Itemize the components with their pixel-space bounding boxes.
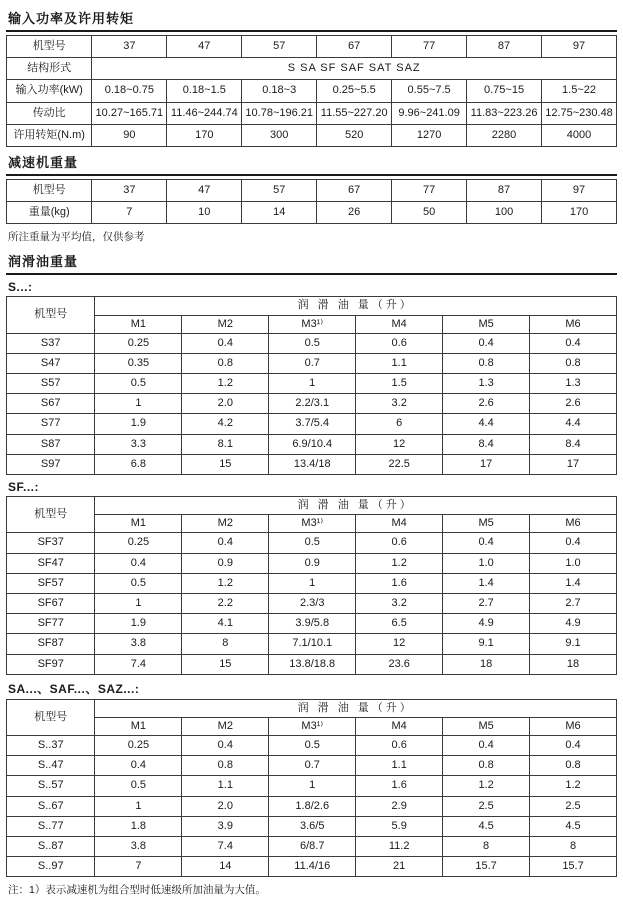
oil-value-cell: 0.5 (95, 573, 182, 593)
oil-value-cell: 1 (95, 796, 182, 816)
value-cell: 77 (392, 179, 467, 201)
oil-value-cell: 3.9/5.8 (269, 614, 356, 634)
table-row (7, 736, 617, 756)
oil-value-cell: 1.0 (443, 553, 530, 573)
oil-value-cell: 1.8 (95, 816, 182, 836)
value-cell: 14 (242, 202, 317, 224)
model-cell: SF97 (7, 654, 95, 674)
oil-value-cell: 6.9/10.4 (269, 434, 356, 454)
oil-level-column-header: M6 (530, 515, 617, 533)
value-cell: 11.46~244.74 (167, 102, 242, 124)
oil-value-cell: 8.4 (443, 434, 530, 454)
value-cell: 87 (467, 36, 542, 58)
model-cell: S..77 (7, 816, 95, 836)
table-row (7, 816, 617, 836)
oil-value-cell: 1.3 (530, 374, 617, 394)
oil-value-cell: 2.3/3 (269, 593, 356, 613)
value-cell: 300 (242, 124, 317, 146)
table-row (7, 202, 617, 224)
table-row (7, 857, 617, 877)
row-label: 输入功率(kW) (7, 80, 92, 102)
oil-value-cell: 0.4 (182, 736, 269, 756)
oil-value-cell: 3.3 (95, 434, 182, 454)
value-cell: 2280 (467, 124, 542, 146)
oil-quantity-header: 润 滑 油 量（升） (95, 699, 617, 717)
table-header-row (7, 497, 617, 515)
oil-value-cell: 0.8 (182, 756, 269, 776)
table-row (7, 333, 617, 353)
table-row (7, 756, 617, 776)
oil-value-cell: 4.4 (530, 414, 617, 434)
oil-level-column-header: M5 (443, 515, 530, 533)
oil-value-cell: 2.2 (182, 593, 269, 613)
oil-value-cell: 0.4 (182, 533, 269, 553)
model-cell: SF87 (7, 634, 95, 654)
value-cell: 87 (467, 179, 542, 201)
oil-value-cell: 15.7 (530, 857, 617, 877)
oil-value-cell: 7.1/10.1 (269, 634, 356, 654)
model-cell: S..67 (7, 796, 95, 816)
oil-value-cell: 17 (530, 454, 617, 474)
oil-value-cell: 13.8/18.8 (269, 654, 356, 674)
value-cell: 47 (167, 179, 242, 201)
oil-value-cell: 1.5 (356, 374, 443, 394)
footnote: 注：1）表示减速机为组合型时低速级所加油量为大值。 (8, 884, 266, 897)
oil-level-column-header: M1 (95, 717, 182, 735)
oil-value-cell: 0.35 (95, 353, 182, 373)
oil-value-cell: 0.4 (95, 756, 182, 776)
oil-value-cell: 0.4 (530, 736, 617, 756)
value-cell: 0.25~5.5 (317, 80, 392, 102)
table-row (7, 414, 617, 434)
oil-quantity-header: 润 滑 油 量（升） (95, 297, 617, 315)
oil-value-cell: 1 (269, 776, 356, 796)
value-cell: 11.83~223.26 (467, 102, 542, 124)
oil-value-cell: 8.1 (182, 434, 269, 454)
oil-level-column-header: M1 (95, 315, 182, 333)
table-subheader-row (7, 717, 617, 735)
oil-value-cell: 4.9 (530, 614, 617, 634)
oil-value-cell: 0.25 (95, 736, 182, 756)
table-row (7, 634, 617, 654)
oil-value-cell: 7.4 (95, 654, 182, 674)
oil-value-cell: 6 (356, 414, 443, 434)
model-cell: SF77 (7, 614, 95, 634)
oil-value-cell: 9.1 (443, 634, 530, 654)
oil-value-cell: 4.5 (530, 816, 617, 836)
oil-value-cell: 7 (95, 857, 182, 877)
value-cell: 97 (542, 36, 617, 58)
table-row (7, 614, 617, 634)
oil-level-column-header: M2 (182, 717, 269, 735)
oil-section-label-s: S...: (8, 280, 33, 295)
oil-value-cell: 2.0 (182, 796, 269, 816)
table-header-row (7, 297, 617, 315)
oil-value-cell: 1.6 (356, 776, 443, 796)
power-torque-table (6, 35, 617, 147)
table-row (7, 454, 617, 474)
model-cell: SF47 (7, 553, 95, 573)
oil-value-cell: 0.5 (95, 776, 182, 796)
oil-value-cell: 4.1 (182, 614, 269, 634)
oil-value-cell: 2.5 (530, 796, 617, 816)
oil-value-cell: 0.8 (530, 353, 617, 373)
oil-level-column-header: M4 (356, 315, 443, 333)
oil-value-cell: 1.2 (182, 374, 269, 394)
model-cell: S67 (7, 394, 95, 414)
value-cell: 520 (317, 124, 392, 146)
model-cell: S57 (7, 374, 95, 394)
table-row (7, 837, 617, 857)
value-cell: 170 (542, 202, 617, 224)
oil-level-column-header: M6 (530, 717, 617, 735)
oil-value-cell: 0.25 (95, 333, 182, 353)
model-cell: S77 (7, 414, 95, 434)
oil-value-cell: 1 (95, 394, 182, 414)
value-cell: 67 (317, 36, 392, 58)
table-row (7, 593, 617, 613)
oil-value-cell: 6.8 (95, 454, 182, 474)
oil-value-cell: 11.2 (356, 837, 443, 857)
table-subheader-row (7, 515, 617, 533)
oil-level-column-header: M1 (95, 515, 182, 533)
value-cell: 0.18~1.5 (167, 80, 242, 102)
oil-value-cell: 0.6 (356, 333, 443, 353)
oil-table-sf (6, 496, 617, 675)
oil-level-column-header: M6 (530, 315, 617, 333)
oil-value-cell: 0.5 (269, 533, 356, 553)
table-row (7, 58, 617, 80)
value-cell: 12.75~230.48 (542, 102, 617, 124)
oil-level-column-header: M2 (182, 315, 269, 333)
value-cell: 100 (467, 202, 542, 224)
oil-value-cell: 3.2 (356, 394, 443, 414)
oil-level-column-header: M3¹⁾ (269, 717, 356, 735)
oil-value-cell: 8 (530, 837, 617, 857)
oil-value-cell: 0.9 (269, 553, 356, 573)
value-cell: 10.27~165.71 (92, 102, 167, 124)
oil-value-cell: 3.2 (356, 593, 443, 613)
oil-value-cell: 1 (95, 593, 182, 613)
oil-value-cell: 0.6 (356, 533, 443, 553)
model-cell: SF57 (7, 573, 95, 593)
oil-value-cell: 2.5 (443, 796, 530, 816)
reducer-weight-table (6, 179, 617, 224)
oil-value-cell: 0.7 (269, 756, 356, 776)
oil-value-cell: 0.7 (269, 353, 356, 373)
model-cell: S..47 (7, 756, 95, 776)
row-label: 传动比 (7, 102, 92, 124)
value-cell: 67 (317, 179, 392, 201)
value-cell: 9.96~241.09 (392, 102, 467, 124)
value-cell: 37 (92, 36, 167, 58)
oil-value-cell: 0.4 (530, 533, 617, 553)
oil-value-cell: 2.7 (443, 593, 530, 613)
value-cell: 0.75~15 (467, 80, 542, 102)
table-row (7, 353, 617, 373)
section-title-lubricant-weight: 润滑油重量 (6, 248, 617, 275)
model-cell: SF67 (7, 593, 95, 613)
reducer-weight-table-body (7, 179, 617, 223)
model-column-header: 机型号 (7, 497, 95, 533)
oil-value-cell: 11.4/16 (269, 857, 356, 877)
value-cell: 0.18~0.75 (92, 80, 167, 102)
oil-value-cell: 4.2 (182, 414, 269, 434)
model-cell: S97 (7, 454, 95, 474)
oil-value-cell: 1.3 (443, 374, 530, 394)
oil-value-cell: 2.0 (182, 394, 269, 414)
oil-value-cell: 21 (356, 857, 443, 877)
oil-value-cell: 4.9 (443, 614, 530, 634)
value-cell: 10.78~196.21 (242, 102, 317, 124)
oil-value-cell: 6.5 (356, 614, 443, 634)
value-cell: 0.55~7.5 (392, 80, 467, 102)
table-row (7, 796, 617, 816)
oil-value-cell: 0.5 (95, 374, 182, 394)
power-torque-table-body (7, 36, 617, 147)
oil-value-cell: 14 (182, 857, 269, 877)
oil-value-cell: 1.8/2.6 (269, 796, 356, 816)
oil-value-cell: 0.4 (182, 333, 269, 353)
value-cell: 170 (167, 124, 242, 146)
value-cell: 90 (92, 124, 167, 146)
oil-value-cell: 17 (443, 454, 530, 474)
oil-value-cell: 1.4 (443, 573, 530, 593)
table-row (7, 124, 617, 146)
oil-value-cell: 9.1 (530, 634, 617, 654)
section-title-power-torque: 输入功率及许用转矩 (6, 5, 617, 32)
oil-value-cell: 0.4 (443, 736, 530, 756)
oil-value-cell: 1.9 (95, 614, 182, 634)
oil-value-cell: 23.6 (356, 654, 443, 674)
row-label: 许用转矩(N.m) (7, 124, 92, 146)
table-row (7, 102, 617, 124)
oil-level-column-header: M4 (356, 717, 443, 735)
oil-value-cell: 1.9 (95, 414, 182, 434)
table-row (7, 654, 617, 674)
oil-quantity-header: 润 滑 油 量（升） (95, 497, 617, 515)
model-cell: S87 (7, 434, 95, 454)
value-cell: 7 (92, 202, 167, 224)
oil-level-column-header: M2 (182, 515, 269, 533)
value-cell: 47 (167, 36, 242, 58)
table-row (7, 394, 617, 414)
table-subheader-row (7, 315, 617, 333)
table-row (7, 36, 617, 58)
oil-value-cell: 0.4 (530, 333, 617, 353)
row-label: 重量(kg) (7, 202, 92, 224)
oil-level-column-header: M3¹⁾ (269, 515, 356, 533)
value-cell: 0.18~3 (242, 80, 317, 102)
oil-level-column-header: M5 (443, 315, 530, 333)
row-label: 机型号 (7, 36, 92, 58)
oil-value-cell: 1.1 (356, 756, 443, 776)
oil-level-column-header: M4 (356, 515, 443, 533)
oil-level-column-header: M5 (443, 717, 530, 735)
oil-value-cell: 12 (356, 434, 443, 454)
oil-value-cell: 15 (182, 454, 269, 474)
oil-value-cell: 3.6/5 (269, 816, 356, 836)
value-cell: 11.55~227.20 (317, 102, 392, 124)
value-cell: 77 (392, 36, 467, 58)
oil-value-cell: 2.6 (530, 394, 617, 414)
table-row (7, 374, 617, 394)
oil-value-cell: 2.2/3.1 (269, 394, 356, 414)
model-cell: S..87 (7, 837, 95, 857)
oil-value-cell: 0.8 (443, 756, 530, 776)
value-cell: 57 (242, 36, 317, 58)
table-row (7, 80, 617, 102)
oil-value-cell: 0.25 (95, 533, 182, 553)
oil-value-cell: 0.8 (443, 353, 530, 373)
oil-value-cell: 22.5 (356, 454, 443, 474)
table-row (7, 434, 617, 454)
table-row (7, 553, 617, 573)
model-column-header: 机型号 (7, 699, 95, 735)
table-row (7, 573, 617, 593)
oil-value-cell: 7.4 (182, 837, 269, 857)
model-cell: S37 (7, 333, 95, 353)
oil-value-cell: 2.9 (356, 796, 443, 816)
oil-value-cell: 0.5 (269, 333, 356, 353)
model-column-header: 机型号 (7, 297, 95, 333)
oil-table-s (6, 296, 617, 475)
oil-value-cell: 8 (182, 634, 269, 654)
oil-value-cell: 13.4/18 (269, 454, 356, 474)
value-cell: 97 (542, 179, 617, 201)
value-cell: 1.5~22 (542, 80, 617, 102)
oil-section-label-sf: SF...: (8, 480, 40, 494)
oil-value-cell: 0.9 (182, 553, 269, 573)
model-cell: SF37 (7, 533, 95, 553)
table-row (7, 179, 617, 201)
oil-value-cell: 1.4 (530, 573, 617, 593)
oil-value-cell: 3.8 (95, 634, 182, 654)
oil-value-cell: 1.6 (356, 573, 443, 593)
model-cell: S..57 (7, 776, 95, 796)
value-cell: 37 (92, 179, 167, 201)
oil-value-cell: 3.8 (95, 837, 182, 857)
value-cell: 57 (242, 179, 317, 201)
value-cell: 1270 (392, 124, 467, 146)
oil-value-cell: 15 (182, 654, 269, 674)
value-cell: 26 (317, 202, 392, 224)
value-cell: 10 (167, 202, 242, 224)
oil-value-cell: 5.9 (356, 816, 443, 836)
oil-value-cell: 18 (443, 654, 530, 674)
model-cell: S..37 (7, 736, 95, 756)
table-row (7, 776, 617, 796)
value-cell: 50 (392, 202, 467, 224)
model-cell: S..97 (7, 857, 95, 877)
oil-value-cell: 18 (530, 654, 617, 674)
oil-level-column-header: M3¹⁾ (269, 315, 356, 333)
oil-value-cell: 8 (443, 837, 530, 857)
oil-value-cell: 12 (356, 634, 443, 654)
oil-value-cell: 0.4 (95, 553, 182, 573)
oil-value-cell: 1.2 (356, 553, 443, 573)
row-label: 机型号 (7, 179, 92, 201)
oil-value-cell: 2.7 (530, 593, 617, 613)
oil-value-cell: 0.4 (443, 533, 530, 553)
oil-value-cell: 1.2 (182, 573, 269, 593)
oil-value-cell: 1.2 (530, 776, 617, 796)
oil-value-cell: 3.7/5.4 (269, 414, 356, 434)
table-header-row (7, 699, 617, 717)
oil-value-cell: 4.5 (443, 816, 530, 836)
value-cell: 4000 (542, 124, 617, 146)
oil-value-cell: 15.7 (443, 857, 530, 877)
weight-average-note: 所注重量为平均值，仅供参考 (8, 231, 145, 244)
structure-type-merged-cell: S SA SF SAF SAT SAZ (92, 58, 617, 80)
oil-value-cell: 0.6 (356, 736, 443, 756)
oil-value-cell: 1 (269, 573, 356, 593)
oil-value-cell: 6/8.7 (269, 837, 356, 857)
oil-section-label-sa-saf-saz: SA...、SAF...、SAZ...: (8, 681, 140, 696)
table-row (7, 533, 617, 553)
section-title-reducer-weight: 减速机重量 (6, 149, 617, 176)
oil-value-cell: 1.1 (182, 776, 269, 796)
oil-value-cell: 0.8 (182, 353, 269, 373)
oil-value-cell: 0.4 (443, 333, 530, 353)
oil-table-sa-saf-saz (6, 699, 617, 878)
oil-value-cell: 1 (269, 374, 356, 394)
oil-value-cell: 1.1 (356, 353, 443, 373)
oil-value-cell: 8.4 (530, 434, 617, 454)
oil-value-cell: 1.2 (443, 776, 530, 796)
oil-value-cell: 3.9 (182, 816, 269, 836)
oil-value-cell: 1.0 (530, 553, 617, 573)
oil-value-cell: 0.8 (530, 756, 617, 776)
model-cell: S47 (7, 353, 95, 373)
oil-value-cell: 4.4 (443, 414, 530, 434)
row-label: 结构形式 (7, 58, 92, 80)
oil-value-cell: 2.6 (443, 394, 530, 414)
oil-value-cell: 0.5 (269, 736, 356, 756)
